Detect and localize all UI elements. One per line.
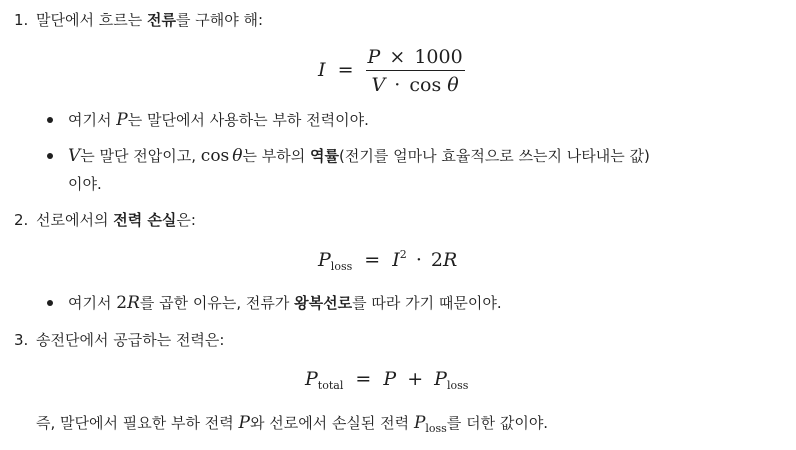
b11-pre: 여기서 <box>68 111 117 129</box>
b11-var: P <box>116 110 128 130</box>
item-1-text-bold: 전류 <box>146 11 176 29</box>
eq1-den-var: V <box>371 74 386 96</box>
item-1-bullet-1 <box>68 110 369 130</box>
eq3-equals: = <box>355 368 372 390</box>
item-2-text-post: 은: <box>176 211 196 229</box>
eq3-rhs-sub: loss <box>446 379 469 392</box>
eq2-rhs-coef: 2 <box>430 249 443 271</box>
loss-equation <box>318 248 457 273</box>
eq2-rhs-op: · <box>415 249 422 271</box>
bullet-2-1 <box>47 300 53 306</box>
eq1-fraction <box>366 46 465 96</box>
item-3-footer <box>36 413 548 439</box>
b21-mid: 를 곱한 이유는, 전류가 <box>139 294 295 312</box>
eq1-den-fn: cos <box>409 74 442 96</box>
eq1-num-var: P <box>367 46 381 68</box>
eq1-num-val: 1000 <box>414 46 463 68</box>
eq2-lhs-var: P <box>318 249 331 271</box>
eq2-rhs-sup: 2 <box>399 248 407 261</box>
f-mid: 와 선로에서 손실된 전력 <box>249 414 414 432</box>
b12-bold: 역률 <box>310 147 340 165</box>
b21-math-num: 2 <box>116 293 128 313</box>
eq2-equals: = <box>364 249 381 271</box>
b12-mid2: 는 부하의 <box>242 147 311 165</box>
eq1-equals: = <box>337 59 354 81</box>
eq3-rhs-var: P <box>383 368 397 390</box>
b21-bold: 왕복선로 <box>294 294 353 312</box>
current-equation <box>318 46 465 96</box>
item-1-bullet-2-cont: 이야. <box>68 175 102 193</box>
item-2-text-pre: 선로에서의 <box>36 211 114 229</box>
b12-post: (전기를 얼마나 효율적으로 쓰는지 나타내는 값) <box>339 147 650 165</box>
item-2-text-bold: 전력 손실 <box>113 211 177 229</box>
total-equation <box>305 368 468 392</box>
item-2-number: 2. <box>14 211 29 229</box>
b21-math-var: R <box>127 293 140 313</box>
item-2-text <box>36 210 196 230</box>
item-1-text-post: 를 구해야 해: <box>175 11 263 29</box>
eq1-lhs: I <box>318 59 326 81</box>
f-sub: loss <box>425 422 447 435</box>
b11-post: 는 말단에서 사용하는 부하 전력이야. <box>127 111 369 129</box>
eq3-lhs-sub: total <box>317 379 344 392</box>
eq1-num-op: × <box>389 46 406 68</box>
item-1-bullet-2 <box>68 146 650 166</box>
eq3-lhs-var: P <box>305 368 318 390</box>
eq1-den-arg: θ <box>447 74 459 96</box>
b21-pre: 여기서 <box>68 294 117 312</box>
item-1-text-pre: 말단에서 흐르는 <box>36 11 147 29</box>
eq1-den-op: · <box>394 74 401 96</box>
b12-mid1: 는 말단 전압이고, <box>80 147 201 165</box>
eq3-rhs-var2: P <box>434 368 447 390</box>
item-2-bullet-1 <box>68 293 502 313</box>
eq1-denominator <box>366 71 465 96</box>
f-var2: P <box>413 413 426 433</box>
eq1-numerator <box>366 46 465 71</box>
item-1-number: 1. <box>14 11 29 29</box>
item-3-number: 3. <box>14 331 29 349</box>
b21-post: 를 따라 가기 때문이야. <box>352 294 502 312</box>
eq2-lhs-sub: loss <box>330 260 353 273</box>
bullet-1-2 <box>47 153 53 159</box>
b12-var: V <box>68 146 81 166</box>
item-3-text: 송전단에서 공급하는 전력은: <box>36 331 225 349</box>
eq2-rhs-var: I <box>392 249 400 271</box>
b12-fn: cos <box>200 146 230 166</box>
eq3-plus: + <box>407 368 424 390</box>
bullet-1-1 <box>47 117 53 123</box>
b12-arg: θ <box>232 146 243 166</box>
f-post: 를 더한 값이야. <box>446 414 549 432</box>
f-pre: 즉, 말단에서 필요한 부하 전력 <box>36 414 239 432</box>
f-var: P <box>238 413 250 433</box>
eq2-rhs-var2: R <box>443 249 458 271</box>
item-1-text <box>36 10 263 30</box>
